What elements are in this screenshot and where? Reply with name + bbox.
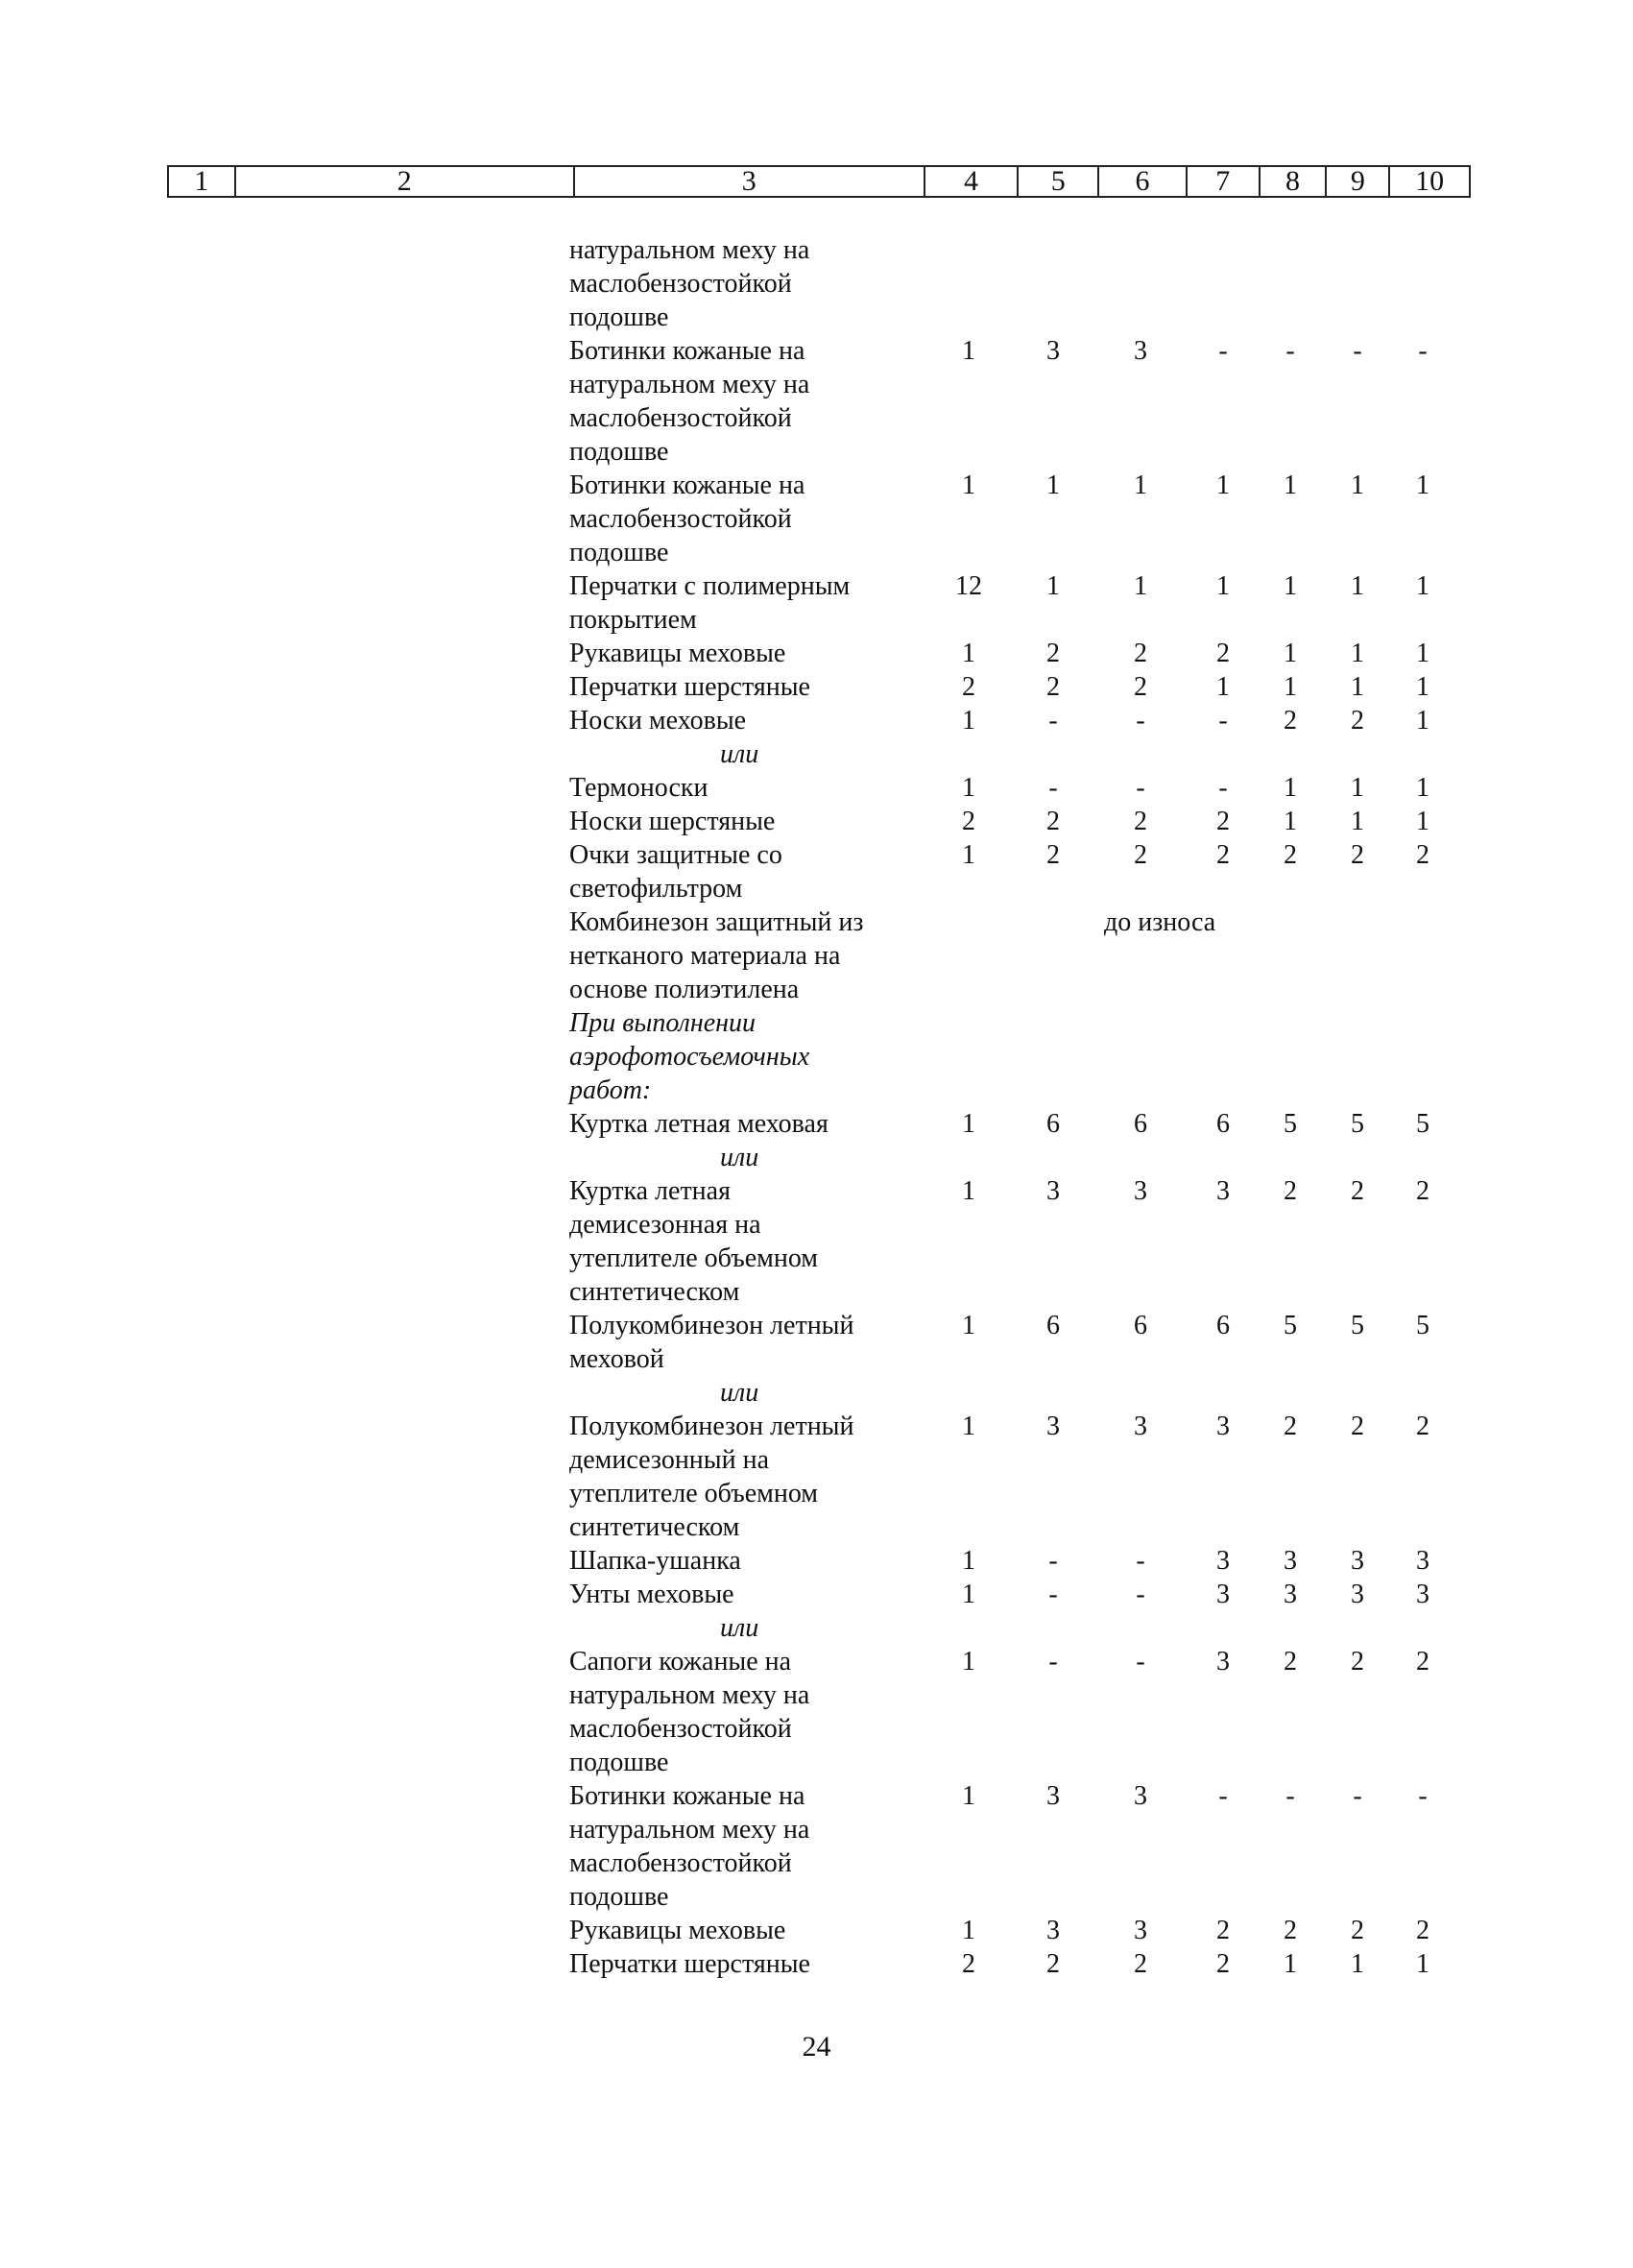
value-cell-col-8: 3 bbox=[1284, 1580, 1297, 1609]
value-cell-col-10: 1 bbox=[1416, 706, 1429, 736]
value-cell-col-8: 2 bbox=[1284, 706, 1297, 736]
item-name-line: Рукавицы меховые bbox=[569, 1916, 786, 1945]
value-cell-col-4: 2 bbox=[962, 1949, 975, 1979]
value-cell-col-6: 3 bbox=[1134, 1411, 1147, 1441]
value-cell-col-6: - bbox=[1136, 706, 1145, 736]
value-cell-col-8: - bbox=[1285, 1781, 1295, 1811]
item-name-line: основе полиэтилена bbox=[569, 975, 800, 1004]
item-name-line: синтетическом bbox=[569, 1512, 740, 1542]
item-name-line: натуральном меху на bbox=[569, 1815, 810, 1845]
value-cell-col-10: 3 bbox=[1416, 1546, 1429, 1576]
value-cell-col-5: 2 bbox=[1046, 840, 1060, 870]
value-cell-col-5: 2 bbox=[1046, 639, 1060, 668]
item-name-line: демисезонный на bbox=[569, 1445, 769, 1475]
value-cell-col-6: 1 bbox=[1134, 470, 1147, 500]
value-cell-col-4: 2 bbox=[962, 672, 975, 702]
header-cell-3: 3 bbox=[575, 167, 925, 196]
value-cell-col-6: - bbox=[1136, 773, 1145, 803]
value-cell-col-9: - bbox=[1353, 336, 1362, 366]
value-cell-col-10: 1 bbox=[1416, 773, 1429, 803]
value-cell-col-4: 1 bbox=[962, 840, 975, 870]
item-name bbox=[569, 905, 953, 1006]
value-cell-col-7: 1 bbox=[1216, 672, 1230, 702]
value-cell-col-4: 1 bbox=[962, 1411, 975, 1441]
item-name bbox=[569, 1544, 953, 1578]
value-cell-col-6: - bbox=[1136, 1546, 1145, 1576]
item-name-line: подошве bbox=[569, 538, 669, 567]
value-cell-col-5: 3 bbox=[1046, 1411, 1060, 1441]
value-cell-col-6: - bbox=[1136, 1580, 1145, 1609]
value-cell-col-7: 3 bbox=[1216, 1411, 1230, 1441]
value-cell-col-8: 2 bbox=[1284, 1411, 1297, 1441]
item-name-line: Ботинки кожаные на bbox=[569, 336, 805, 366]
header-cell-9: 9 bbox=[1327, 167, 1390, 196]
item-name-line: Термоноски bbox=[569, 773, 708, 803]
value-cell-col-6: 2 bbox=[1134, 840, 1147, 870]
item-name-line: Перчатки шерстяные bbox=[569, 1949, 810, 1979]
value-cell-col-10: 3 bbox=[1416, 1580, 1429, 1609]
item-name bbox=[569, 1309, 953, 1376]
item-name-line: Полукомбинезон летный bbox=[569, 1311, 854, 1340]
value-cell-col-5: - bbox=[1048, 1546, 1058, 1576]
value-cell-col-5: - bbox=[1048, 706, 1058, 736]
value-cell-col-7: 3 bbox=[1216, 1647, 1230, 1677]
item-name-line: нетканого материала на bbox=[569, 941, 841, 971]
item-name bbox=[720, 737, 1104, 771]
value-cell-col-7: - bbox=[1218, 336, 1228, 366]
value-cell-col-5: 3 bbox=[1046, 1176, 1060, 1206]
item-name-line: маслобензостойкой bbox=[569, 403, 792, 433]
item-name-line: Куртка летная bbox=[569, 1176, 731, 1206]
item-name bbox=[569, 805, 953, 838]
item-name-line: Перчатки шерстяные bbox=[569, 672, 810, 702]
value-cell-col-10: 2 bbox=[1416, 1916, 1429, 1945]
header-cell-4: 4 bbox=[925, 167, 1020, 196]
value-cell-col-10: - bbox=[1418, 336, 1428, 366]
item-name-line: или bbox=[720, 1143, 759, 1172]
value-cell-col-7: 2 bbox=[1216, 1916, 1230, 1945]
value-cell-col-9: 2 bbox=[1351, 1647, 1364, 1677]
value-cell-col-8: 1 bbox=[1284, 773, 1297, 803]
value-cell-col-5: 6 bbox=[1046, 1109, 1060, 1139]
value-cell-col-8: 1 bbox=[1284, 1949, 1297, 1979]
item-name bbox=[569, 1006, 953, 1107]
value-cell-col-7: - bbox=[1218, 1781, 1228, 1811]
item-name-line: или bbox=[720, 1378, 759, 1408]
value-cell-col-5: - bbox=[1048, 1580, 1058, 1609]
item-name-line: Полукомбинезон летный bbox=[569, 1411, 854, 1441]
value-cell-col-10: 1 bbox=[1416, 807, 1429, 836]
value-cell-col-4: 1 bbox=[962, 1781, 975, 1811]
value-cell-col-7: 3 bbox=[1216, 1176, 1230, 1206]
value-cell-col-4: 1 bbox=[962, 470, 975, 500]
value-cell-col-5: 1 bbox=[1046, 470, 1060, 500]
value-cell-col-5: 3 bbox=[1046, 1781, 1060, 1811]
item-name-line: маслобензостойкой bbox=[569, 1848, 792, 1878]
value-cell-col-10: 1 bbox=[1416, 1949, 1429, 1979]
value-cell-col-5: 2 bbox=[1046, 672, 1060, 702]
value-cell-col-9: 3 bbox=[1351, 1580, 1364, 1609]
item-name-line: или bbox=[720, 739, 759, 769]
header-cell-2: 2 bbox=[236, 167, 575, 196]
value-cell-col-5: 3 bbox=[1046, 336, 1060, 366]
item-name-line: Шапка-ушанка bbox=[569, 1546, 741, 1576]
value-cell-col-4: 1 bbox=[962, 1176, 975, 1206]
value-cell-col-6: 1 bbox=[1134, 571, 1147, 601]
value-cell-col-9: 2 bbox=[1351, 1411, 1364, 1441]
item-name-line: Носки меховые bbox=[569, 706, 747, 736]
table-header-row bbox=[167, 165, 1471, 198]
item-name-line: демисезонная на bbox=[569, 1210, 761, 1240]
value-cell-col-5: 1 bbox=[1046, 571, 1060, 601]
item-name-line: маслобензостойкой bbox=[569, 269, 792, 299]
item-name-line: подошве bbox=[569, 302, 669, 332]
item-name bbox=[569, 1107, 953, 1141]
value-cell-col-7: - bbox=[1218, 706, 1228, 736]
value-cell-col-10: 2 bbox=[1416, 1411, 1429, 1441]
page-number: 24 bbox=[802, 2031, 831, 2063]
value-cell-col-6: 2 bbox=[1134, 807, 1147, 836]
value-cell-col-8: 2 bbox=[1284, 1916, 1297, 1945]
value-cell-col-8: 3 bbox=[1284, 1546, 1297, 1576]
value-cell-col-4: 12 bbox=[955, 571, 982, 601]
item-name-line: подошве bbox=[569, 437, 669, 467]
value-cell-col-9: 1 bbox=[1351, 672, 1364, 702]
value-cell-col-7: 2 bbox=[1216, 807, 1230, 836]
value-cell-col-6: 6 bbox=[1134, 1311, 1147, 1340]
value-cell-col-8: 1 bbox=[1284, 571, 1297, 601]
item-name-line: подошве bbox=[569, 1748, 669, 1777]
item-name-line: маслобензостойкой bbox=[569, 1714, 792, 1744]
item-name bbox=[720, 1376, 1104, 1410]
value-cell-col-5: - bbox=[1048, 1647, 1058, 1677]
value-cell-col-7: 6 bbox=[1216, 1311, 1230, 1340]
header-cell-6: 6 bbox=[1099, 167, 1188, 196]
value-cell-col-5: 3 bbox=[1046, 1916, 1060, 1945]
value-cell-col-5: 6 bbox=[1046, 1311, 1060, 1340]
value-cell-col-7: 3 bbox=[1216, 1546, 1230, 1576]
value-cell-col-7: 6 bbox=[1216, 1109, 1230, 1139]
item-name-line: утеплителе объемном bbox=[569, 1243, 819, 1273]
header-cell-1: 1 bbox=[169, 167, 236, 196]
value-cell-col-6: 3 bbox=[1134, 1916, 1147, 1945]
item-name-line: Носки шерстяные bbox=[569, 807, 776, 836]
value-cell-col-4: 1 bbox=[962, 1546, 975, 1576]
item-name-line: Рукавицы меховые bbox=[569, 639, 786, 668]
value-cell-col-10: 2 bbox=[1416, 1647, 1429, 1677]
value-cell-col-10: 2 bbox=[1416, 840, 1429, 870]
item-name-line: работ: bbox=[569, 1075, 652, 1105]
item-name-line: Перчатки с полимерным bbox=[569, 571, 851, 601]
span-value: до износа bbox=[1104, 907, 1216, 937]
value-cell-col-10: 5 bbox=[1416, 1109, 1429, 1139]
item-name-line: меховой bbox=[569, 1344, 664, 1374]
value-cell-col-8: - bbox=[1285, 336, 1295, 366]
value-cell-col-4: 1 bbox=[962, 706, 975, 736]
value-cell-col-7: 2 bbox=[1216, 639, 1230, 668]
item-name bbox=[569, 704, 953, 737]
item-name bbox=[569, 838, 953, 905]
value-cell-col-9: 1 bbox=[1351, 571, 1364, 601]
item-name-line: Комбинезон защитный из bbox=[569, 907, 864, 937]
value-cell-col-10: - bbox=[1418, 1781, 1428, 1811]
item-name-line: синтетическом bbox=[569, 1277, 740, 1307]
value-cell-col-8: 2 bbox=[1284, 1647, 1297, 1677]
value-cell-col-6: 2 bbox=[1134, 1949, 1147, 1979]
value-cell-col-7: - bbox=[1218, 773, 1228, 803]
item-name bbox=[569, 1645, 953, 1779]
item-name-line: Унты меховые bbox=[569, 1580, 734, 1609]
item-name bbox=[569, 1779, 953, 1914]
value-cell-col-10: 1 bbox=[1416, 639, 1429, 668]
value-cell-col-7: 1 bbox=[1216, 470, 1230, 500]
item-name-line: Ботинки кожаные на bbox=[569, 470, 805, 500]
value-cell-col-8: 5 bbox=[1284, 1109, 1297, 1139]
value-cell-col-9: 1 bbox=[1351, 807, 1364, 836]
value-cell-col-4: 1 bbox=[962, 773, 975, 803]
item-name bbox=[569, 334, 953, 469]
value-cell-col-4: 1 bbox=[962, 1580, 975, 1609]
value-cell-col-6: 3 bbox=[1134, 1176, 1147, 1206]
value-cell-col-9: 3 bbox=[1351, 1546, 1364, 1576]
value-cell-col-5: - bbox=[1048, 773, 1058, 803]
value-cell-col-8: 2 bbox=[1284, 840, 1297, 870]
value-cell-col-8: 5 bbox=[1284, 1311, 1297, 1340]
item-name bbox=[569, 1410, 953, 1544]
value-cell-col-9: 1 bbox=[1351, 639, 1364, 668]
item-name-line: Сапоги кожаные на bbox=[569, 1647, 792, 1677]
item-name bbox=[720, 1611, 1104, 1645]
item-name bbox=[569, 469, 953, 569]
item-name-line: светофильтром bbox=[569, 874, 743, 904]
value-cell-col-7: 2 bbox=[1216, 1949, 1230, 1979]
value-cell-col-8: 1 bbox=[1284, 639, 1297, 668]
item-name-line: натуральном меху на bbox=[569, 370, 810, 399]
value-cell-col-9: - bbox=[1353, 1781, 1362, 1811]
value-cell-col-4: 1 bbox=[962, 1311, 975, 1340]
value-cell-col-5: 2 bbox=[1046, 807, 1060, 836]
header-cell-7: 7 bbox=[1188, 167, 1261, 196]
value-cell-col-4: 1 bbox=[962, 1647, 975, 1677]
value-cell-col-7: 3 bbox=[1216, 1580, 1230, 1609]
value-cell-col-9: 2 bbox=[1351, 1916, 1364, 1945]
header-cell-8: 8 bbox=[1261, 167, 1328, 196]
value-cell-col-6: 3 bbox=[1134, 336, 1147, 366]
item-name bbox=[569, 771, 953, 805]
item-name bbox=[569, 1947, 953, 1981]
value-cell-col-5: 2 bbox=[1046, 1949, 1060, 1979]
item-name bbox=[720, 1141, 1104, 1174]
value-cell-col-7: 2 bbox=[1216, 840, 1230, 870]
item-name bbox=[569, 569, 953, 637]
value-cell-col-6: - bbox=[1136, 1647, 1145, 1677]
value-cell-col-9: 1 bbox=[1351, 470, 1364, 500]
item-name-line: натуральном меху на bbox=[569, 1680, 810, 1710]
item-name-line: покрытием bbox=[569, 605, 697, 635]
item-name-line: Куртка летная меховая bbox=[569, 1109, 829, 1139]
value-cell-col-9: 1 bbox=[1351, 773, 1364, 803]
header-cell-5: 5 bbox=[1019, 167, 1099, 196]
item-name-line: аэрофотосъемочных bbox=[569, 1042, 810, 1072]
value-cell-col-8: 1 bbox=[1284, 672, 1297, 702]
value-cell-col-9: 2 bbox=[1351, 1176, 1364, 1206]
value-cell-col-10: 2 bbox=[1416, 1176, 1429, 1206]
value-cell-col-6: 2 bbox=[1134, 639, 1147, 668]
item-name bbox=[569, 637, 953, 670]
item-name bbox=[569, 670, 953, 704]
item-name-line: Ботинки кожаные на bbox=[569, 1781, 805, 1811]
value-cell-col-9: 5 bbox=[1351, 1311, 1364, 1340]
value-cell-col-9: 2 bbox=[1351, 840, 1364, 870]
item-name bbox=[569, 233, 953, 334]
value-cell-col-4: 1 bbox=[962, 639, 975, 668]
value-cell-col-6: 2 bbox=[1134, 672, 1147, 702]
value-cell-col-10: 1 bbox=[1416, 571, 1429, 601]
value-cell-col-4: 1 bbox=[962, 1916, 975, 1945]
item-name bbox=[569, 1174, 953, 1309]
item-name bbox=[569, 1914, 953, 1947]
item-name-line: натуральном меху на bbox=[569, 235, 810, 265]
value-cell-col-10: 5 bbox=[1416, 1311, 1429, 1340]
value-cell-col-10: 1 bbox=[1416, 470, 1429, 500]
value-cell-col-8: 1 bbox=[1284, 807, 1297, 836]
value-cell-col-8: 2 bbox=[1284, 1176, 1297, 1206]
value-cell-col-9: 5 bbox=[1351, 1109, 1364, 1139]
header-cell-10: 10 bbox=[1415, 165, 1445, 197]
value-cell-col-10: 1 bbox=[1416, 672, 1429, 702]
item-name-line: утеплителе объемном bbox=[569, 1479, 819, 1508]
value-cell-col-9: 1 bbox=[1351, 1949, 1364, 1979]
item-name-line: маслобензостойкой bbox=[569, 504, 792, 534]
value-cell-col-4: 1 bbox=[962, 336, 975, 366]
value-cell-col-9: 2 bbox=[1351, 706, 1364, 736]
item-name-line: Очки защитные со bbox=[569, 840, 782, 870]
value-cell-col-4: 2 bbox=[962, 807, 975, 836]
item-name-line: подошве bbox=[569, 1882, 669, 1912]
value-cell-col-6: 6 bbox=[1134, 1109, 1147, 1139]
item-name bbox=[569, 1578, 953, 1611]
value-cell-col-8: 1 bbox=[1284, 470, 1297, 500]
value-cell-col-6: 3 bbox=[1134, 1781, 1147, 1811]
value-cell-col-4: 1 bbox=[962, 1109, 975, 1139]
item-name-line: или bbox=[720, 1613, 759, 1643]
value-cell-col-7: 1 bbox=[1216, 571, 1230, 601]
item-name-line: При выполнении bbox=[569, 1008, 756, 1038]
